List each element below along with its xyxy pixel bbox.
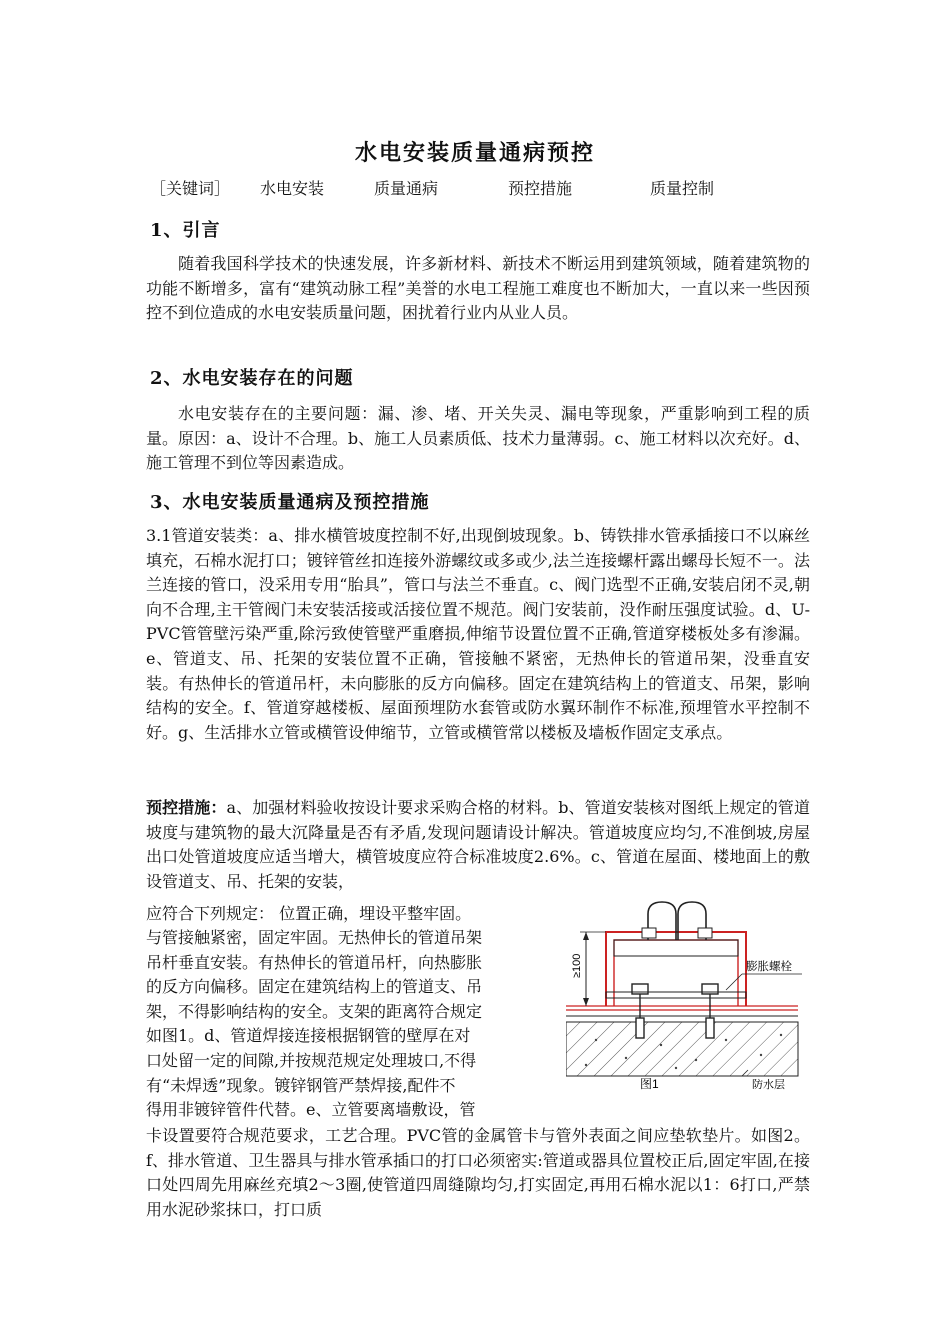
section-2-body: 水电安装存在的主要问题：漏、渗、堵、开关失灵、漏电等现象，严重影响到工程的质量。原因：a、设计不合理。b、施工人员素质低、技术力量薄弱。c、施工材料以次充好。d、施工管理不到位等因素造成。 xyxy=(146,404,810,473)
section-3-heading: 3、水电安装质量通病及预控措施 xyxy=(150,492,430,513)
keyword-item: 水电安装 xyxy=(260,179,325,198)
measures-text: a、加强材料验收按设计要求采购合格的材料。b、管道安装核对图纸上规定的管道坡度与建筑物的最大沉降量是否有矛盾,发现问题请设计解决。管道坡度应均匀,不准倒坡,房屋出口处管道坡度应适当增大，横管坡度应符合标准坡度2.6%。c、管道在屋面、楼地面上的敷设管道支、吊、托架的安装， xyxy=(146,798,810,891)
concrete-slab xyxy=(566,1022,798,1076)
text-line: 口处留一定的间隙,并按规范规定处理坡口,不得 xyxy=(146,1050,477,1070)
keywords-label: ［关键词］ xyxy=(150,179,231,198)
page-title: 水电安装质量通病预控 xyxy=(354,140,595,166)
text-line: 架，不得影响结构的安全。支架的距离符合规定 xyxy=(146,1001,483,1021)
wrapped-text-block xyxy=(146,926,482,1123)
section-1-body: 随着我国科学技术的快速发展，许多新材料、新技术不断运用到建筑领域，随着建筑物的功能不断增多，富有“建筑动脉工程”美誉的水电工程施工难度也不断加大，一直以来一些因预控不到位造成的水电安装质量问题，困扰着行业内从业人员。 xyxy=(146,254,810,323)
section-3-para-after-figure: 卡设置要符合规范要求，工艺合理。PVC管的金属管卡与管外表面之间应垫软垫片。如图2。f、排水管道、卫生器具与排水管承插口的打口必须密实:管道或器具位置校正后,固定牢固,在接口处四周先用麻丝充填2～3圈,使管道四周缝隙均匀,打实固定,再用石棉水泥以1：6打口,严禁用水泥砂浆抹口，打口质 xyxy=(146,1126,810,1219)
section-2-heading: 2、水电安装存在的问题 xyxy=(150,368,354,389)
section-3-para-1: 3.1管道安装类：a、排水横管坡度控制不好,出现倒坡现象。b、铸铁排水管承插接口不以麻丝填充，石棉水泥打口；镀锌管丝扣连接外游螺纹或多或少,法兰连接螺杆露出螺母长短不一。法兰连接的管口，没采用专用“胎具”，管口与法兰不垂直。c、阀门选型不正确,安装启闭不灵,朝向不合理,主干管阀门未安装活接或活接位置不规范。阀门安装前，没作耐压强度试验。d、U-PVC管管壁污染严重,除污致使管壁严重磨损,伸缩节设置位置不正确,管道穿楼板处多有渗漏。e、管道支、吊、托架的安装位置不正确，管接触不紧密，无热伸长的管道吊架，没垂直安装。有热伸长的管道吊杆，未向膨胀的反方向偏移。固定在建筑结构上的管道支、吊架，影响结构的安全。f、管道穿越楼板、屋面预埋防水套管或防水翼环制作不标准,预埋管水平控制不好。g、生活排水立管或横管设伸缩节，立管或横管常以楼板及墙板作固定支承点。 xyxy=(146,526,810,742)
text-line: 吊杆垂直安装。有热伸长的管道吊杆，向热膨胀 xyxy=(146,952,483,972)
figure-1-drawing xyxy=(566,900,806,1100)
text-line: 与管接触紧密，固定牢固。无热伸长的管道吊架 xyxy=(146,928,483,947)
waterproof-layer-label: 防水层 xyxy=(752,1079,785,1091)
keyword-item: 质量控制 xyxy=(650,179,715,198)
keyword-item: 质量通病 xyxy=(374,179,439,198)
bracket-frame xyxy=(606,932,746,1006)
measures-label: 预控措施： xyxy=(146,798,227,817)
section-1-heading: 1、引言 xyxy=(150,220,221,241)
bolt-label: 膨胀螺栓 xyxy=(746,961,792,973)
figure-caption: 图1 xyxy=(640,1077,659,1091)
text-line: 的反方向偏移。固定在建筑结构上的管道支、吊 xyxy=(146,977,483,997)
text-line: 得用非镀锌管件代替。e、立管要离墙敷设，管 xyxy=(146,1100,476,1120)
dimension-label: ≥100 xyxy=(571,953,583,978)
text-line: 如图1。d、管道焊接连接根据钢管的壁厚在对 xyxy=(146,1026,471,1046)
figure-1-pipe-bracket xyxy=(566,900,806,1100)
text-line: 有“未焊透”现象。镀锌钢管严禁焊接,配件不 xyxy=(146,1075,456,1095)
keyword-item: 预控措施 xyxy=(508,179,573,198)
measures-paragraph xyxy=(146,796,810,894)
measures-text-b: 应符合下列规定： 位置正确，埋设平整牢固。 xyxy=(146,904,472,923)
